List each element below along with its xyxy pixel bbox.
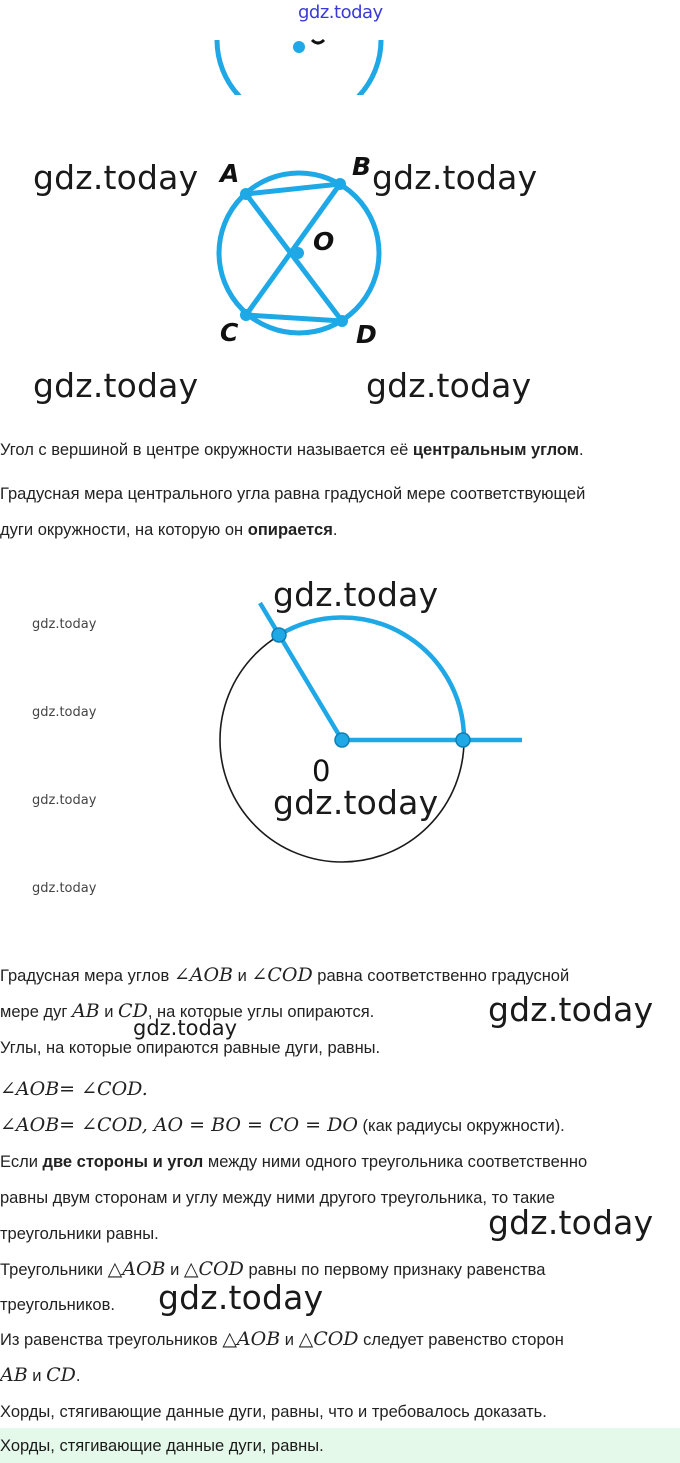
watermark: gdz.today [33, 366, 199, 405]
paragraph-central-angle-definition: Угол с вершиной в центре окружности называется её центральным углом. [0, 441, 584, 459]
paragraph-triangles-equal-line1: Треугольники △AOB и △COD равны по первому признаку равенства [0, 1258, 546, 1280]
figure-top-partial-circle [0, 0, 680, 100]
watermark: gdz.today [273, 783, 439, 822]
watermark: gdz.today [372, 158, 538, 197]
label-center-o: 0 [312, 754, 331, 788]
answer-text: Хорды, стягивающие данные дуги, равны. [0, 1437, 324, 1455]
paragraph-degree-measure-line2: дуги окружности, на которую он опирается. [0, 521, 338, 539]
label-c: C [220, 318, 239, 347]
watermark: gdz.today [366, 366, 532, 405]
watermark: gdz.today [273, 575, 439, 614]
figure-central-angle [210, 595, 530, 870]
label-d: D [356, 320, 377, 349]
paragraph-sides-equal-line2: AB и CD. [0, 1364, 81, 1386]
paragraph-equal-arcs: Углы, на которые опираются равные дуги, равны. [0, 1039, 381, 1057]
watermark: gdz.today [158, 1278, 324, 1317]
watermark: gdz.today [33, 158, 199, 197]
figure-circle-chords [200, 145, 400, 355]
paragraph-sides-equal-line1: Из равенства треугольников △AOB и △COD следует равенство сторон [0, 1328, 564, 1350]
paragraph-sas-line1: Если две стороны и угол между ними одного треугольника соответственно [0, 1153, 588, 1171]
watermark-top: gdz.today [298, 2, 383, 23]
watermark: gdz.today [488, 1203, 654, 1242]
paragraph-angles-arcs-line2: мере дуг AB и CD, на которые углы опираются. [0, 1000, 375, 1022]
watermark: gdz.today [488, 990, 654, 1029]
paragraph-angles-arcs-line1: Градусная мера углов ∠AOB и ∠COD равна соответственно градусной [0, 964, 570, 986]
paragraph-triangles-equal-line2: треугольников. [0, 1296, 115, 1314]
watermark-small: gdz.today [32, 793, 97, 808]
paragraph-degree-measure-line1: Градусная мера центрального угла равна градусной мере соответствующей [0, 485, 586, 503]
watermark: gdz.today [133, 1016, 238, 1040]
paragraph-conclusion: Хорды, стягивающие данные дуги, равны, что и требовалось доказать. [0, 1403, 547, 1421]
math-angles-equal: ∠AOB= ∠COD. [0, 1078, 148, 1100]
watermark-small: gdz.today [32, 881, 97, 896]
label-a: A [220, 159, 240, 188]
paragraph-sas-line2: равны двум сторонам и углу между ними другого треугольника, то такие [0, 1189, 555, 1207]
watermark-small: gdz.today [32, 705, 97, 720]
paragraph-sas-line3: треугольники равны. [0, 1225, 159, 1243]
math-radii-equal: ∠AOB= ∠COD, AO = BO = CO = DO (как радиусы окружности). [0, 1114, 565, 1136]
label-b: B [352, 152, 372, 181]
label-o: O [313, 227, 335, 256]
watermark-small: gdz.today [32, 617, 97, 632]
